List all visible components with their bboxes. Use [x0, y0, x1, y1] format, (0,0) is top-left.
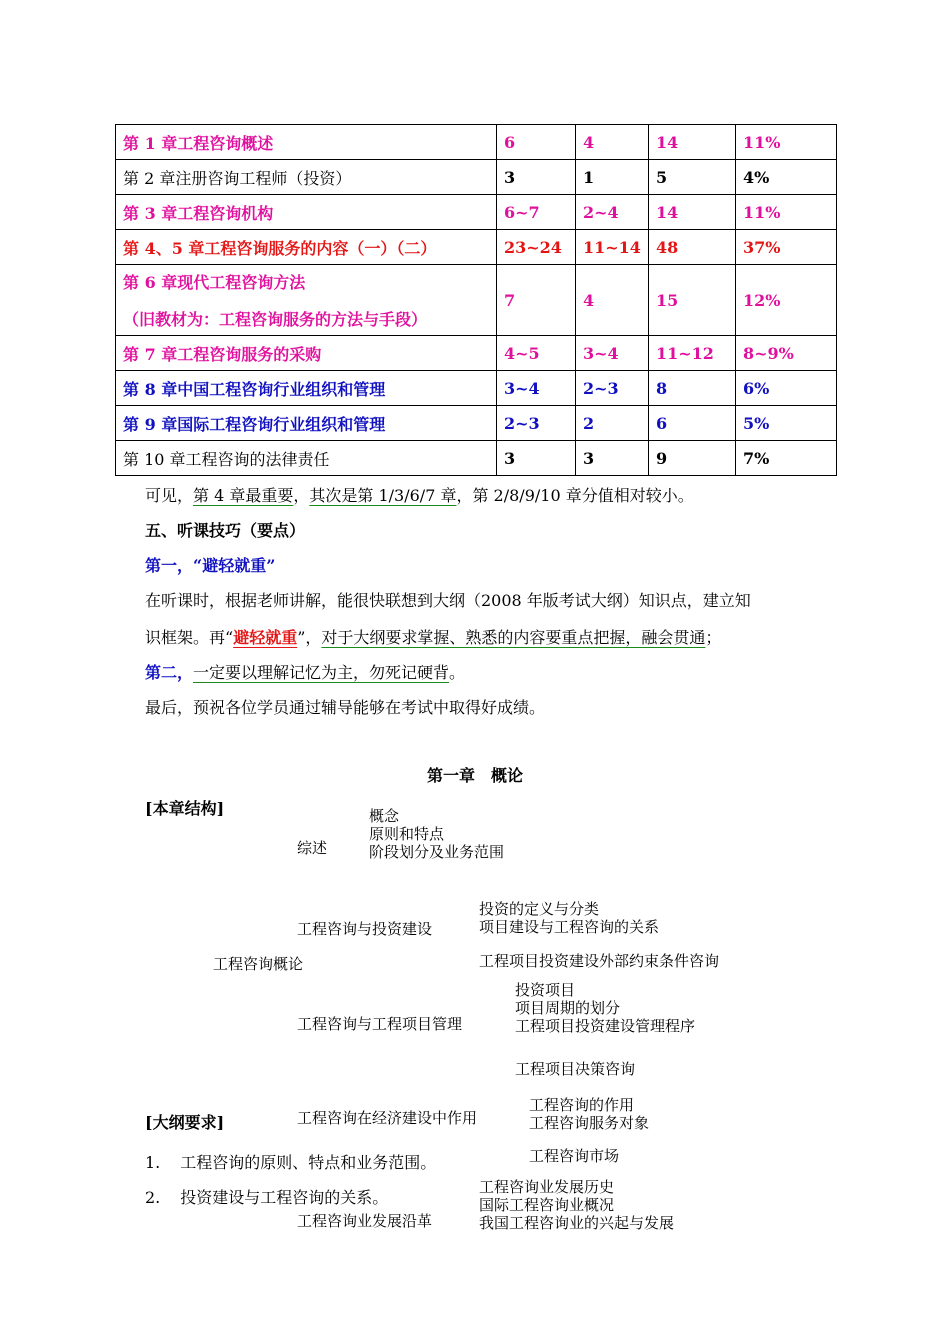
- chapter-name: 第 8 章中国工程咨询行业组织和管理: [123, 379, 386, 399]
- tip-second-line: [145, 660, 465, 683]
- summary-text: ，: [293, 486, 310, 505]
- node-principles: 原则和特点: [369, 825, 445, 843]
- node-role: 工程咨询的作用: [529, 1096, 635, 1114]
- para-text: 识框架。再“: [145, 628, 234, 647]
- chapter-cell: [116, 195, 497, 230]
- table-row: [116, 125, 837, 160]
- chapter-name: 第 10 章工程咨询的法律责任: [123, 449, 330, 469]
- node-evolution: 工程咨询业发展沿革: [297, 1212, 433, 1230]
- node-china-development: 我国工程咨询业的兴起与发展: [479, 1214, 675, 1232]
- value-cell: 4~5: [497, 336, 576, 371]
- outline-text: 工程咨询的原则、特点和业务范围。: [180, 1153, 437, 1172]
- value-cell: 5%: [736, 406, 837, 441]
- value-cell: 3: [497, 160, 576, 195]
- node-investment-project: 投资项目: [515, 981, 576, 999]
- node-consulting-investment: 工程咨询与投资建设: [297, 920, 433, 938]
- chapter-name: 第 2 章注册咨询工程师（投资）: [123, 168, 352, 188]
- table-row: [116, 441, 837, 476]
- value-cell: 6~7: [497, 195, 576, 230]
- value-cell: 5: [649, 160, 736, 195]
- value-cell: 2: [576, 406, 649, 441]
- table-row: [116, 336, 837, 371]
- value-cell: 9: [649, 441, 736, 476]
- node-stages: 阶段划分及业务范围: [369, 843, 505, 861]
- value-cell: 8: [649, 371, 736, 406]
- node-project-cycle: 项目周期的划分: [515, 999, 621, 1017]
- chapter-cell: [116, 230, 497, 265]
- chapter-name: （旧教材为：工程咨询服务的方法与手段）: [123, 310, 428, 329]
- table-row: [116, 195, 837, 230]
- value-cell: 11~14: [576, 230, 649, 265]
- node-overview: 综述: [297, 839, 328, 857]
- value-cell: 6%: [736, 371, 837, 406]
- score-table: [115, 124, 837, 476]
- value-cell: 14: [649, 125, 736, 160]
- chapter-name: 第 3 章工程咨询机构: [123, 203, 274, 223]
- node-decision-consulting: 工程项目决策咨询: [515, 1060, 636, 1078]
- value-cell: 4%: [736, 160, 837, 195]
- para-text: 。: [449, 663, 466, 682]
- tip-first-heading: 第一，“避轻就重”: [145, 556, 276, 575]
- summary-highlight-2: 其次是第 1/3/6/7 章: [309, 486, 457, 505]
- outline-item-1: [145, 1150, 436, 1173]
- node-market: 工程咨询市场: [529, 1147, 620, 1165]
- node-international: 国际工程咨询业概况: [479, 1196, 615, 1214]
- outline-num: 1.: [145, 1153, 161, 1172]
- para-text: ；: [705, 628, 722, 647]
- table-row: [116, 230, 837, 265]
- value-cell: 6: [649, 406, 736, 441]
- para-emphasis: 避轻就重: [233, 628, 298, 647]
- chapter-cell: [116, 336, 497, 371]
- chapter-cell: [116, 371, 497, 406]
- value-cell: 6: [497, 125, 576, 160]
- chapter-name: 第 1 章工程咨询概述: [123, 133, 274, 153]
- tip-paragraph-line-2: [145, 625, 721, 648]
- value-cell: 3~4: [576, 336, 649, 371]
- chapter-name: 第 4、5 章工程咨询服务的内容（一）（二）: [123, 238, 437, 258]
- chapter-cell: [116, 441, 497, 476]
- table-row: [116, 406, 837, 441]
- outline-label: [大纲要求]: [145, 1113, 225, 1132]
- value-cell: 15: [649, 265, 736, 336]
- value-cell: 7: [497, 265, 576, 336]
- summary-highlight-1: 第 4 章最重要: [193, 486, 294, 505]
- value-cell: 7%: [736, 441, 837, 476]
- chapter-cell: [116, 160, 497, 195]
- node-history: 工程咨询业发展历史: [479, 1178, 615, 1196]
- chapter-name: 第 6 章现代工程咨询方法: [123, 273, 306, 292]
- chapter-cell: [116, 265, 497, 336]
- chapter-cell: [116, 406, 497, 441]
- chapter-name: 第 7 章工程咨询服务的采购: [123, 344, 322, 364]
- tip-paragraph-line-1: 在听课时，根据老师讲解，能很快联想到大纲（2008 年版考试大纲）知识点，建立知: [145, 591, 751, 610]
- node-management-procedure: 工程项目投资建设管理程序: [515, 1017, 696, 1035]
- outline-num: 2.: [145, 1188, 161, 1207]
- chapter-name: 第 9 章国际工程咨询行业组织和管理: [123, 414, 386, 434]
- node-root: 工程咨询概论: [213, 955, 304, 973]
- node-project-relation: 项目建设与工程咨询的关系: [479, 918, 660, 936]
- node-investment-def: 投资的定义与分类: [479, 900, 600, 918]
- table-row: [116, 265, 837, 336]
- value-cell: 3~4: [497, 371, 576, 406]
- value-cell: 11%: [736, 195, 837, 230]
- tip-second-label: 第二，: [145, 663, 194, 682]
- outline-text: 投资建设与工程咨询的关系。: [180, 1188, 389, 1207]
- structure-label: [本章结构]: [145, 799, 225, 818]
- outline-item-2: [145, 1185, 388, 1208]
- value-cell: 11%: [736, 125, 837, 160]
- value-cell: 4: [576, 265, 649, 336]
- value-cell: 2~3: [497, 406, 576, 441]
- value-cell: 3: [576, 441, 649, 476]
- table-row: [116, 160, 837, 195]
- value-cell: 2~3: [576, 371, 649, 406]
- value-cell: 8~9%: [736, 336, 837, 371]
- summary-text: 可见，: [145, 486, 194, 505]
- value-cell: 23~24: [497, 230, 576, 265]
- summary-line: [145, 483, 694, 506]
- final-line: 最后，预祝各位学员通过辅导能够在考试中取得好成绩。: [145, 698, 546, 717]
- tip-second-text: 一定要以理解记忆为主，勿死记硬背: [193, 663, 450, 682]
- value-cell: 4: [576, 125, 649, 160]
- node-project-management: 工程咨询与工程项目管理: [297, 1015, 463, 1033]
- value-cell: 48: [649, 230, 736, 265]
- value-cell: 12%: [736, 265, 837, 336]
- value-cell: 11~12: [649, 336, 736, 371]
- value-cell: 37%: [736, 230, 837, 265]
- chapter-cell: [116, 125, 497, 160]
- node-concept: 概念: [369, 807, 400, 825]
- value-cell: 3: [497, 441, 576, 476]
- table-row: [116, 371, 837, 406]
- node-external-constraints: 工程项目投资建设外部约束条件咨询: [479, 952, 720, 970]
- node-economic-role: 工程咨询在经济建设中作用: [297, 1109, 478, 1127]
- summary-text: ，第 2/8/9/10 章分值相对较小。: [456, 486, 694, 505]
- chapter-title: 第一章 概论: [426, 766, 523, 785]
- para-text: ”，: [297, 628, 322, 647]
- tips-heading: 五、听课技巧（要点）: [145, 521, 306, 540]
- value-cell: 2~4: [576, 195, 649, 230]
- para-highlight: 对于大纲要求掌握、熟悉的内容要重点把握，融会贯通: [321, 628, 706, 647]
- value-cell: 14: [649, 195, 736, 230]
- node-service-objects: 工程咨询服务对象: [529, 1114, 650, 1132]
- value-cell: 1: [576, 160, 649, 195]
